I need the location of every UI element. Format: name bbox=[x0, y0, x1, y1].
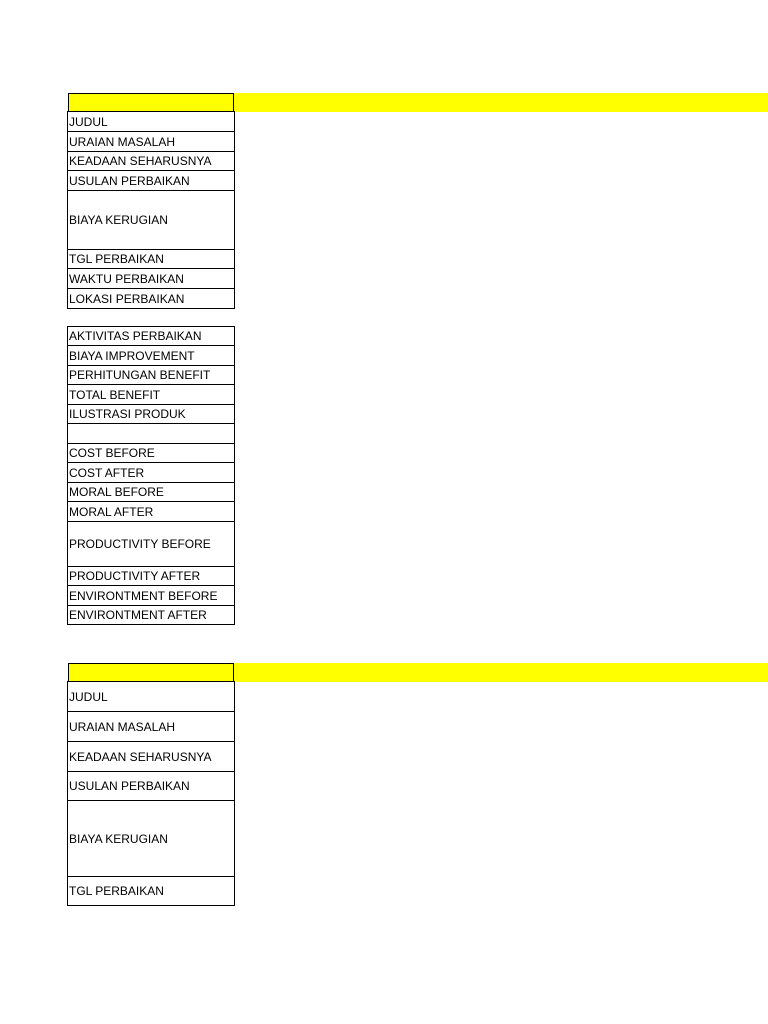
table-cell[interactable]: USULAN PERBAIKAN bbox=[68, 772, 235, 801]
table-cell[interactable]: TOTAL BENEFIT bbox=[68, 385, 235, 405]
table-cell[interactable]: AKTIVITAS PERBAIKAN bbox=[68, 327, 235, 346]
form-table-1b bbox=[67, 326, 235, 625]
table-cell[interactable]: ENVIRONTMENT AFTER bbox=[68, 606, 235, 625]
table-cell[interactable]: MORAL BEFORE bbox=[68, 483, 235, 502]
table-cell[interactable]: COST BEFORE bbox=[68, 444, 235, 463]
table-cell[interactable]: ENVIRONTMENT BEFORE bbox=[68, 586, 235, 606]
table-cell[interactable]: JUDUL bbox=[68, 682, 235, 712]
table-cell[interactable]: KEADAAN SEHARUSNYA bbox=[68, 152, 235, 171]
table-cell[interactable]: USULAN PERBAIKAN bbox=[68, 171, 235, 191]
table-cell[interactable]: BIAYA IMPROVEMENT bbox=[68, 346, 235, 366]
table-cell[interactable]: WAKTU PERBAIKAN bbox=[68, 269, 235, 289]
table-cell[interactable]: MORAL AFTER bbox=[68, 502, 235, 522]
table-cell[interactable]: BIAYA KERUGIAN bbox=[68, 801, 235, 877]
table-cell[interactable]: TGL PERBAIKAN bbox=[68, 877, 235, 906]
table-cell[interactable]: TGL PERBAIKAN bbox=[68, 250, 235, 269]
table-cell[interactable]: PRODUCTIVITY BEFORE bbox=[68, 522, 235, 567]
table-cell[interactable]: BIAYA KERUGIAN bbox=[68, 191, 235, 250]
table-cell[interactable]: LOKASI PERBAIKAN bbox=[68, 289, 235, 309]
table-cell[interactable]: COST AFTER bbox=[68, 463, 235, 483]
form-table-1a bbox=[67, 111, 235, 309]
table-cell[interactable] bbox=[68, 424, 235, 444]
table-cell[interactable]: URAIAN MASALAH bbox=[68, 132, 235, 152]
header-band-1-cell bbox=[68, 93, 234, 112]
table-cell[interactable]: PRODUCTIVITY AFTER bbox=[68, 567, 235, 586]
table-cell[interactable]: KEADAAN SEHARUSNYA bbox=[68, 742, 235, 772]
table-cell[interactable]: PERHITUNGAN BENEFIT bbox=[68, 366, 235, 385]
table-cell[interactable]: URAIAN MASALAH bbox=[68, 712, 235, 742]
table-cell[interactable]: ILUSTRASI PRODUK bbox=[68, 405, 235, 424]
table-cell[interactable]: JUDUL bbox=[68, 112, 235, 132]
form-table-2 bbox=[67, 681, 235, 906]
header-band-2-cell bbox=[68, 663, 234, 682]
